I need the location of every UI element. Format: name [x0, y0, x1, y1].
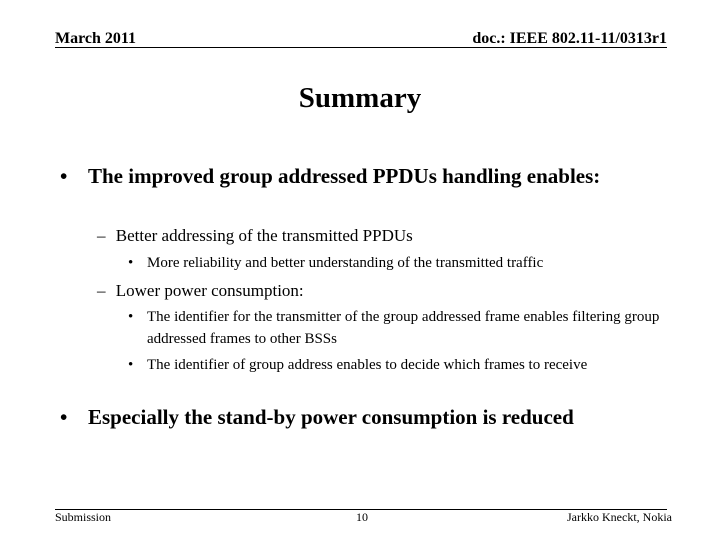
header-rule	[55, 47, 667, 48]
footer-author: Jarkko Kneckt, Nokia	[567, 510, 672, 524]
bullet-dot-icon: •	[128, 357, 134, 373]
bullet-level3	[128, 306, 668, 350]
bullet-level2	[97, 225, 657, 247]
bullet-text: Better addressing of the transmitted PPDUs	[115, 226, 413, 245]
bullet-level3	[128, 252, 668, 274]
bullet-text: The identifier for the transmitter of the group addressed frame enables filtering group addressed frames to other BSSs	[147, 309, 660, 347]
bullet-dot-icon: •	[128, 309, 134, 325]
bullet-text: Especially the stand-by power consumption is reduced	[88, 405, 574, 429]
header-doc-id: doc.: IEEE 802.11-11/0313r1	[472, 30, 667, 47]
bullet-level1	[60, 404, 680, 431]
slide-title: Summary	[298, 82, 422, 114]
footer-page-number: 10	[356, 510, 368, 524]
dash-icon: –	[97, 281, 106, 300]
footer-submission: Submission	[55, 510, 112, 524]
bullet-dot-icon: •	[60, 164, 68, 188]
bullet-dot-icon: •	[60, 405, 68, 429]
bullet-text: More reliability and better understanding of the transmitted traffic	[147, 255, 544, 271]
dash-icon: –	[97, 226, 106, 245]
bullet-dot-icon: •	[128, 255, 134, 271]
bullet-text: The identifier of group address enables to decide which frames to receive	[147, 357, 588, 373]
bullet-text: Lower power consumption:	[115, 281, 304, 300]
bullet-level1	[60, 163, 620, 190]
header-date: March 2011	[55, 30, 137, 47]
bullet-level2	[97, 280, 657, 302]
bullet-level3	[128, 354, 668, 376]
bullet-text: The improved group addressed PPDUs handling enables:	[88, 164, 601, 188]
